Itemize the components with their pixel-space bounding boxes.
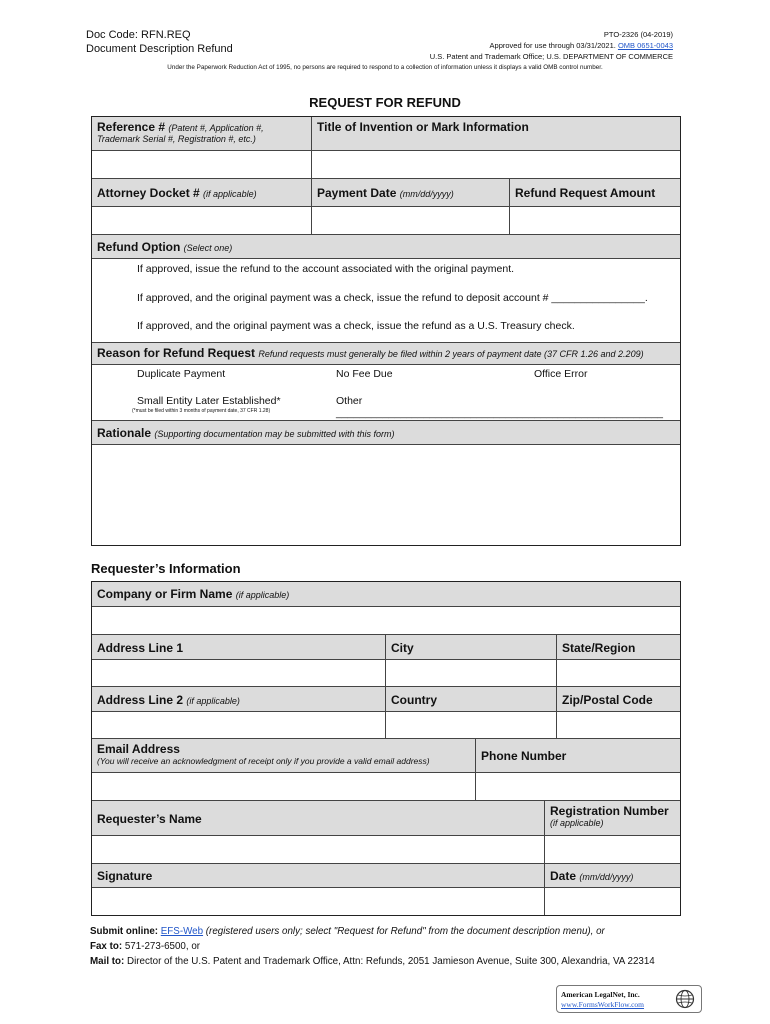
doc-header-right — [430, 29, 673, 62]
phone-label-cell: Phone Number — [476, 739, 680, 773]
refund-option-treasury-check[interactable]: If approved, and the original payment was a check, issue the refund as a U.S. Treasury check. — [137, 320, 575, 332]
company-input[interactable] — [92, 607, 680, 635]
reason-other[interactable]: Other ________________________________________________________ — [336, 395, 664, 419]
doc-code: Doc Code: RFN.REQ — [86, 29, 191, 41]
requester-section-title: Requester’s Information — [91, 561, 241, 576]
state-input[interactable] — [557, 660, 680, 687]
invention-input[interactable] — [312, 151, 680, 179]
reference-input[interactable] — [92, 151, 312, 179]
payment-date-label-cell: Payment Date (mm/dd/yyyy) — [312, 179, 510, 207]
date-label-cell: Date (mm/dd/yyyy) — [545, 864, 680, 888]
reason-small-entity[interactable]: Small Entity Later Established* — [137, 395, 281, 407]
registration-input[interactable] — [545, 836, 680, 864]
submission-instructions — [90, 924, 655, 969]
mail-line: Mail to: Director of the U.S. Patent and Trademark Office, Attn: Refunds, 2051 Jamieson Avenue, Suite 300, Alexandria, VA 22314 — [90, 956, 655, 967]
city-label-cell: City — [386, 635, 557, 660]
refund-options-area — [92, 259, 680, 343]
doc-header-left — [86, 28, 233, 56]
submit-online-line: Submit online: EFS-Web (registered users only; select "Request for Refund" from the document description menu), or — [90, 926, 605, 937]
country-input[interactable] — [386, 712, 557, 739]
reason-no-fee-due[interactable]: No Fee Due — [336, 368, 393, 380]
reasons-area — [92, 365, 680, 421]
payment-date-input[interactable] — [312, 207, 510, 235]
address1-label-cell: Address Line 1 — [92, 635, 386, 660]
doc-description: Document Description Refund — [86, 43, 233, 55]
refund-option-deposit-account[interactable]: If approved, and the original payment was a check, issue the refund to deposit account # ________________. — [137, 292, 648, 304]
date-input[interactable] — [545, 888, 680, 915]
rationale-label-cell: Rationale (Supporting documentation may be submitted with this form) — [92, 421, 680, 445]
city-input[interactable] — [386, 660, 557, 687]
zip-label-cell: Zip/Postal Code — [557, 687, 680, 712]
rationale-input[interactable] — [92, 445, 680, 545]
reference-label-cell: Reference # (Patent #, Application #, Trademark Serial #, Registration #, etc.) — [92, 117, 312, 151]
signature-label-cell: Signature — [92, 864, 545, 888]
paperwork-notice: Under the Paperwork Reduction Act of 1995, no persons are required to respond to a collection of information unless it displays a valid OMB control number. — [167, 64, 603, 71]
state-label-cell: State/Region — [557, 635, 680, 660]
approval-line: Approved for use through 03/31/2021. OMB 0651-0043 — [489, 41, 673, 50]
amount-label-cell: Refund Request Amount — [510, 179, 680, 207]
requester-name-label-cell: Requester’s Name — [92, 801, 545, 836]
requester-form-box — [91, 581, 681, 916]
globe-icon — [675, 989, 695, 1009]
form-number: PTO-2326 (04-2019) — [603, 30, 673, 39]
omb-link[interactable]: OMB 0651-0043 — [617, 41, 673, 50]
requester-name-input[interactable] — [92, 836, 545, 864]
country-label-cell: Country — [386, 687, 557, 712]
company-label-cell: Company or Firm Name (if applicable) — [92, 582, 680, 607]
email-label-cell: Email Address (You will receive an acknowledgment of receipt only if you provide a valid email address) — [92, 739, 476, 773]
refund-option-label-cell: Refund Option (Select one) — [92, 235, 680, 259]
refund-option-original-account[interactable]: If approved, issue the refund to the account associated with the original payment. — [137, 263, 515, 275]
docket-input[interactable] — [92, 207, 312, 235]
registration-label-cell: Registration Number (if applicable) — [545, 801, 680, 836]
invention-label-cell: Title of Invention or Mark Information — [312, 117, 680, 151]
form-title: REQUEST FOR REFUND — [309, 95, 461, 110]
refund-form-box — [91, 116, 681, 546]
phone-input[interactable] — [476, 773, 680, 801]
docket-label-cell: Attorney Docket # (if applicable) — [92, 179, 312, 207]
address2-label-cell: Address Line 2 (if applicable) — [92, 687, 386, 712]
legalnet-logo: American LegalNet, Inc. www.FormsWorkFlow.com — [556, 985, 702, 1013]
reason-duplicate-payment[interactable]: Duplicate Payment — [137, 368, 226, 380]
agency-line: U.S. Patent and Trademark Office; U.S. DEPARTMENT OF COMMERCE — [429, 52, 673, 61]
reason-office-error[interactable]: Office Error — [534, 368, 588, 380]
signature-input[interactable] — [92, 888, 545, 915]
fax-line: Fax to: 571-273-6500, or — [90, 941, 201, 952]
address1-input[interactable] — [92, 660, 386, 687]
email-input[interactable] — [92, 773, 476, 801]
zip-input[interactable] — [557, 712, 680, 739]
efs-web-link[interactable]: EFS-Web — [160, 926, 204, 937]
address2-input[interactable] — [92, 712, 386, 739]
amount-input[interactable] — [510, 207, 680, 235]
small-entity-note: (*must be filed within 3 months of payment date, 37 CFR 1.28) — [132, 408, 271, 414]
reason-label-cell: Reason for Refund Request Refund requests must generally be filed within 2 years of payment date (37 CFR 1.26 and 2.209) — [92, 343, 680, 365]
